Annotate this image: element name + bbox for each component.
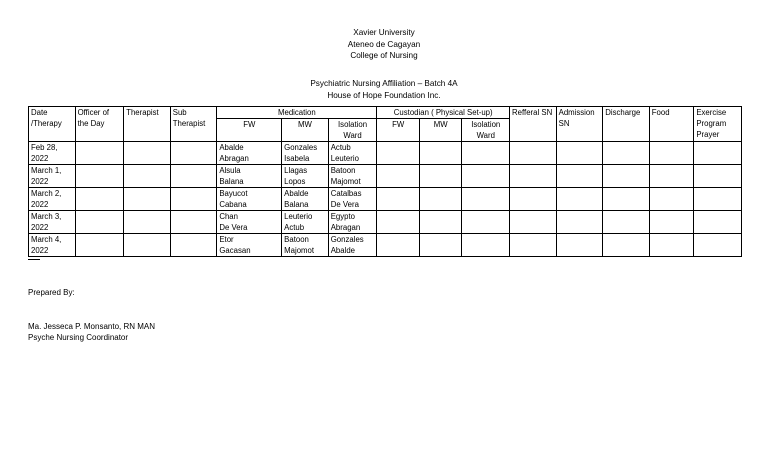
med-iso-cell: Actub Leuterio	[328, 142, 377, 165]
header-food: Food	[649, 107, 694, 142]
coordinator-title: Psyche Nursing Coordinator	[28, 333, 129, 342]
med-fw-cell: Alsula Balana	[217, 165, 282, 188]
college-name: College of Nursing	[350, 51, 418, 60]
med-fw-cell: Abalde Abragan	[217, 142, 282, 165]
med-mw-cell: Llagas Lopos	[282, 165, 329, 188]
university-name: Xavier University	[353, 28, 415, 37]
date-cell: March 3, 2022	[29, 211, 76, 234]
header-cust-isolation: Isolation Ward	[462, 119, 510, 142]
date-cell: March 1, 2022	[29, 165, 76, 188]
med-fw-cell: Etor Gacasan	[217, 234, 282, 257]
med-fw-cell: Chan De Vera	[217, 211, 282, 234]
date-cell: March 2, 2022	[29, 188, 76, 211]
header-custodian: Custodian ( Physical Set-up)	[377, 107, 510, 119]
header-referral: Refferal SN	[510, 107, 557, 142]
med-fw-cell: Bayucot Cabana	[217, 188, 282, 211]
header-med-fw: FW	[217, 119, 282, 142]
med-iso-cell: Egypto Abragan	[328, 211, 377, 234]
signature-block	[28, 321, 155, 343]
med-iso-cell: Batoon Majomot	[328, 165, 377, 188]
table-row	[29, 142, 742, 165]
document-subheader	[0, 78, 768, 101]
campus-name: Ateneo de Cagayan	[347, 39, 421, 49]
affiliation-title: Psychiatric Nursing Affiliation – Batch 4A	[310, 79, 458, 88]
header-med-mw: MW	[282, 119, 329, 142]
header-admission: Admission SN	[556, 107, 603, 142]
table-row	[29, 234, 742, 257]
header-sub-therapist: Sub Therapist	[170, 107, 217, 142]
table-row	[29, 188, 742, 211]
header-medication: Medication	[217, 107, 377, 119]
coordinator-name: Ma. Jesseca P. Monsanto, RN MAN	[28, 322, 156, 331]
document-header	[0, 27, 768, 62]
header-cust-mw: MW	[419, 119, 462, 142]
table-row	[29, 165, 742, 188]
header-date: Date /Therapy	[29, 107, 76, 142]
header-officer: Officer of the Day	[75, 107, 124, 142]
header-therapist: Therapist	[124, 107, 171, 142]
header-row	[29, 107, 742, 119]
header-cust-fw: FW	[377, 119, 420, 142]
divider-line	[28, 259, 40, 260]
prepared-by-label: Prepared By:	[28, 288, 75, 297]
schedule-table	[28, 106, 742, 257]
med-mw-cell: Batoon Majomot	[282, 234, 329, 257]
foundation-name: House of Hope Foundation Inc.	[327, 90, 441, 100]
date-cell: Feb 28, 2022	[29, 142, 76, 165]
med-iso-cell: Catalbas De Vera	[328, 188, 377, 211]
med-mw-cell: Leuterio Actub	[282, 211, 329, 234]
table-row	[29, 211, 742, 234]
date-cell: March 4, 2022	[29, 234, 76, 257]
header-med-isolation: Isolation Ward	[328, 119, 377, 142]
header-discharge: Discharge	[603, 107, 650, 142]
med-iso-cell: Gonzales Abalde	[328, 234, 377, 257]
med-mw-cell: Abalde Balana	[282, 188, 329, 211]
med-mw-cell: Gonzales Isabela	[282, 142, 329, 165]
header-exercise: Exercise Program Prayer	[694, 107, 742, 142]
